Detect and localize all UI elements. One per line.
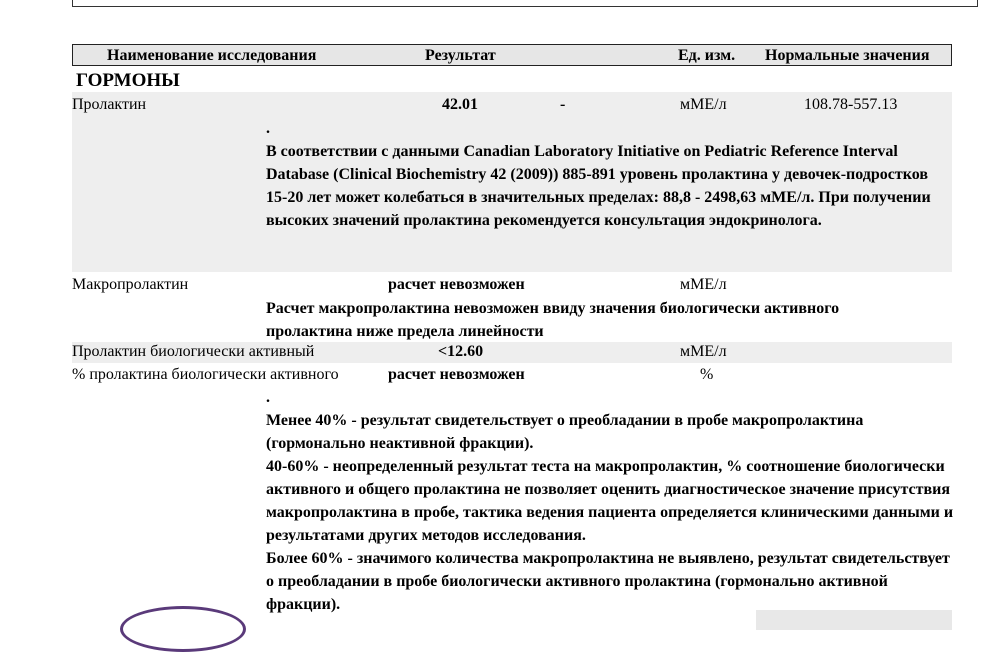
prolactin-note-dot: . (266, 120, 270, 137)
header-name: Наименование исследования (107, 47, 317, 64)
percent-name: % пролактина биологически активного (72, 366, 339, 383)
percent-result: расчет невозможен (388, 366, 525, 383)
prolactin-name: Пролактин (72, 96, 147, 113)
header-result: Результат (425, 47, 496, 64)
top-frame (72, 0, 978, 7)
stamp-icon (120, 606, 246, 652)
percent-note: Менее 40% - результат свидетельствует о преобладании в пробе макропролактина (гормонально неактивной фракции). 40-60% - неопределенный результат теста на макропролактин, % соотношение биологически активного и общего пролактина не позволяет оценить диагностическое значение присутствия макропролактина в пробе, тактика ведения пациента определяется клиническими данными и результатами других методов исследования. Более 60% - значимого количества макропролактина не выявлено, результат свидетельствует о преобладании в пробе биологически активного пролактина (гормонально активной фракции). (266, 412, 954, 613)
bioactive-unit: мМЕ/л (680, 343, 727, 360)
macroprolactin-unit: мМЕ/л (680, 276, 727, 293)
prolactin-flag: - (560, 96, 566, 113)
header-unit: Ед. изм. (678, 47, 736, 64)
percent-unit: % (700, 366, 714, 383)
prolactin-unit: мМЕ/л (680, 96, 727, 113)
signature-area (756, 610, 952, 630)
prolactin-norm: 108.78-557.13 (804, 96, 898, 113)
macroprolactin-name: Макропролактин (72, 276, 189, 293)
prolactin-result: 42.01 (442, 96, 478, 113)
macroprolactin-result: расчет невозможен (388, 276, 525, 293)
bioactive-name: Пролактин биологически активный (72, 343, 315, 360)
prolactin-note: В соответствии с данными Canadian Laboratory Initiative on Pediatric Reference Interval Database (Clinical Biochemistry 42 (2009)) 885-891 уровень пролактина у девочек-подростков 15-20 лет может колебаться в значительных пределах: 88,8 - 2498,63 мМЕ/л. При получении высоких значений пролактина рекомендуется консультация эндокринолога. (266, 143, 931, 229)
percent-note-dot: . (266, 389, 270, 406)
section-title: ГОРМОНЫ (76, 70, 180, 91)
header-norm: Нормальные значения (765, 47, 930, 64)
bioactive-result: <12.60 (438, 343, 484, 360)
macroprolactin-note: Расчет макропролактина невозможен ввиду значения биологически активного пролактина ниже предела линейности (266, 300, 840, 340)
table-header (72, 44, 952, 66)
